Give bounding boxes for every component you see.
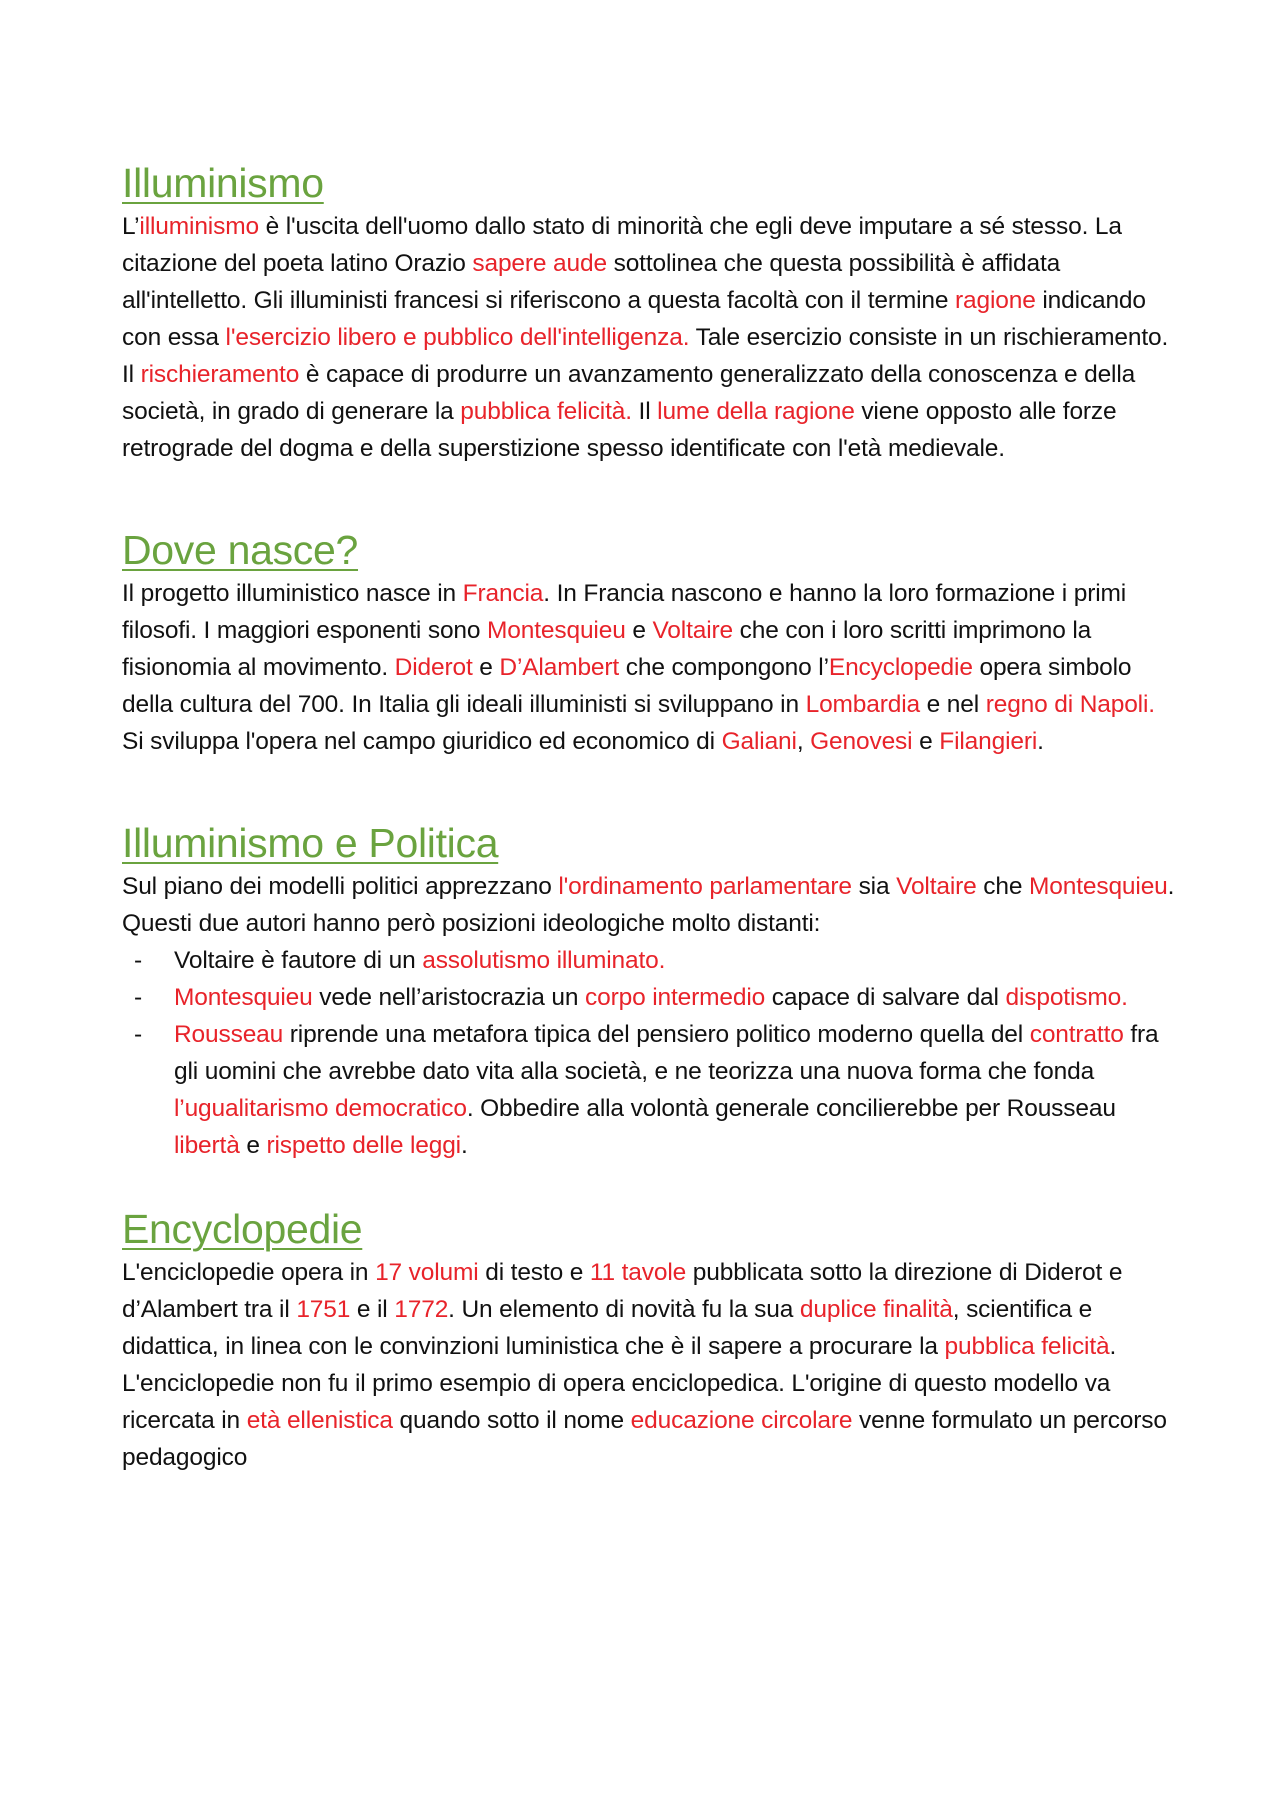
highlighted-term: rispetto delle leggi [266, 1132, 461, 1159]
highlighted-term: Voltaire [652, 617, 733, 644]
section-heading: Dove nasce? [122, 527, 359, 573]
section-paragraph: L'enciclopedie opera in 17 volumi di testo e 11 tavole pubblicata sotto la direzione di Diderot e d’Alambert tra il 1751 e il 1772. Un elemento di novità fu la sua duplice finalità, scientifica e didattica, in linea con le convinzioni luministica che è il sapere a procurare la pubblica felicità. L'enciclopedie non fu il primo esempio di opera enciclopedica. L'origine di questo modello va ricercata in età ellenistica quando sotto il nome educazione circolare venne formulato un percorso pedagogico [122, 1259, 1167, 1471]
highlighted-term: Encyclopedie [828, 654, 973, 681]
highlighted-term: Montesquieu [174, 984, 313, 1011]
highlighted-term: 1751 [296, 1296, 351, 1323]
section-paragraph: L’illuminismo è l'uscita dell'uomo dallo stato di minorità che egli deve imputare a sé stesso. La citazione del poeta latino Orazio sapere aude sottolinea che questa possibilità è affidata all'intelletto. Gli illuministi francesi si riferiscono a questa facoltà con il termine ragione indicando con essa l'esercizio libero e pubblico dell'intelligenza. Tale esercizio consiste in un rischieramento. Il rischieramento è capace di produrre un avanzamento generalizzato della conoscenza e della società, in grado di generare la pubblica felicità. Il lume della ragione viene opposto alle forze retrograde del dogma e della superstizione spesso identificate con l'età medievale. [122, 213, 1169, 462]
highlighted-term: pubblica felicità. [460, 398, 632, 425]
bullet-dash: - [134, 1021, 143, 1048]
section-heading: Illuminismo [122, 160, 324, 206]
highlighted-term: l'ordinamento parlamentare [558, 873, 852, 900]
bullet-text: Montesquieu vede nell’aristocrazia un corpo intermedio capace di salvare dal dispotismo. [174, 984, 1128, 1011]
bullet-item [122, 1016, 1182, 1164]
section-encyclopedie [122, 1204, 1182, 1476]
highlighted-term: contratto [1029, 1021, 1124, 1048]
highlighted-term: Francia [462, 580, 544, 607]
section-heading: Illuminismo e Politica [122, 820, 499, 866]
highlighted-term: Galiani [721, 728, 797, 755]
highlighted-term: lume della ragione [657, 398, 855, 425]
highlighted-term: pubblica felicità [944, 1333, 1110, 1360]
highlighted-term: dispotismo. [1005, 984, 1128, 1011]
highlighted-term: Genovesi [810, 728, 913, 755]
highlighted-term: Montesquieu [487, 617, 626, 644]
highlighted-term: Lombardia [805, 691, 921, 718]
highlighted-term: Filangieri [939, 728, 1038, 755]
highlighted-term: rischieramento [140, 361, 300, 388]
bullet-dash: - [134, 984, 143, 1011]
highlighted-term: assolutismo illuminato. [422, 947, 666, 974]
bullet-item [122, 942, 1182, 979]
section-heading: Encyclopedie [122, 1206, 363, 1252]
highlighted-term: Montesquieu [1029, 873, 1168, 900]
highlighted-term: età ellenistica [246, 1407, 393, 1434]
highlighted-term: regno di Napoli. [985, 691, 1155, 718]
highlighted-term: corpo intermedio [585, 984, 766, 1011]
section-paragraph: Il progetto illuministico nasce in Francia. In Francia nascono e hanno la loro formazione i primi filosofi. I maggiori esponenti sono Montesquieu e Voltaire che con i loro scritti imprimono la fisionomia al movimento. Diderot e D’Alambert che compongono l’Encyclopedie opera simbolo della cultura del 700. In Italia gli ideali illuministi si sviluppano in Lombardia e nel regno di Napoli. Si sviluppa l'opera nel campo giuridico ed economico di Galiani, Genovesi e Filangieri. [122, 580, 1155, 755]
bullet-dash: - [134, 947, 143, 974]
bullet-text: Voltaire è fautore di un assolutismo illuminato. [174, 947, 666, 974]
section-dove-nasce [122, 525, 1182, 760]
highlighted-term: 11 tavole [589, 1259, 687, 1286]
highlighted-term: 17 volumi [375, 1259, 479, 1286]
highlighted-term: ragione [955, 287, 1036, 314]
document-page [122, 158, 1182, 1476]
highlighted-term: 1772 [394, 1296, 449, 1323]
highlighted-term: Rousseau [174, 1021, 284, 1048]
highlighted-term: sapere aude [472, 250, 607, 277]
section-illuminismo [122, 158, 1182, 467]
highlighted-term: educazione circolare [630, 1407, 853, 1434]
highlighted-term: l’ugualitarismo democratico [174, 1095, 467, 1122]
bullet-text: Rousseau riprende una metafora tipica del pensiero politico moderno quella del contratto fra gli uomini che avrebbe dato vita alla società, e ne teorizza una nuova forma che fonda l’ugualitarismo democratico. Obbedire alla volontà generale concilierebbe per Rousseau libertà e rispetto delle leggi. [174, 1021, 1159, 1159]
bullet-list [122, 942, 1182, 1164]
highlighted-term: Diderot [394, 654, 473, 681]
highlighted-term: illuminismo [139, 213, 259, 240]
highlighted-term: l'esercizio libero e pubblico dell'intelligenza. [225, 324, 690, 351]
bullet-item [122, 979, 1182, 1016]
section-illuminismo-politica [122, 818, 1182, 1164]
section-paragraph: Sul piano dei modelli politici apprezzano l'ordinamento parlamentare sia Voltaire che Montesquieu. Questi due autori hanno però posizioni ideologiche molto distanti: [122, 873, 1175, 937]
highlighted-term: D’Alambert [499, 654, 620, 681]
highlighted-term: duplice finalità [799, 1296, 953, 1323]
highlighted-term: Voltaire [896, 873, 977, 900]
highlighted-term: libertà [174, 1132, 240, 1159]
